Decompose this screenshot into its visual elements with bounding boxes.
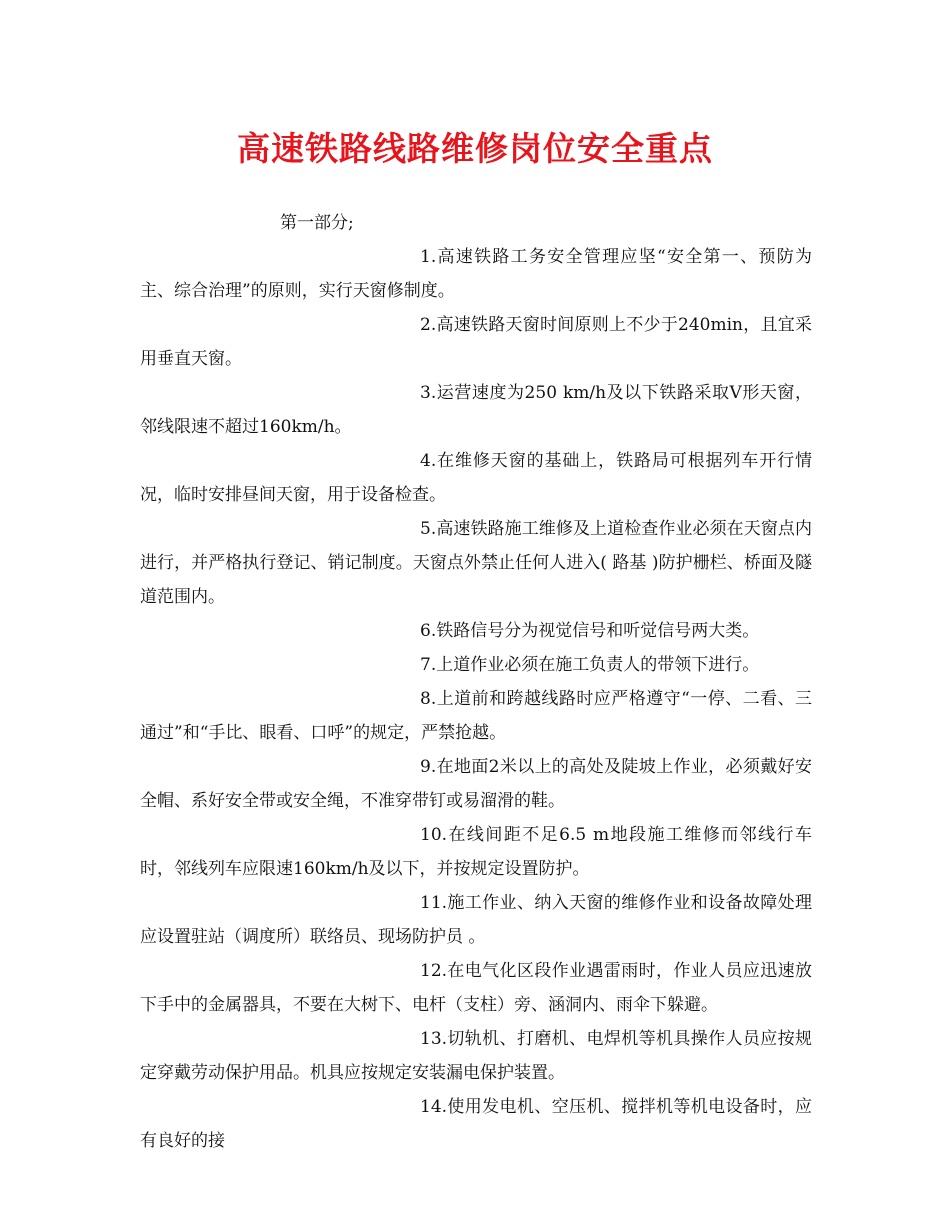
item-text: 施工作业、纳入天窗的维修作业和设备故障处理应设置驻站（调度所）联络员、现场防护员 。 bbox=[140, 893, 812, 947]
list-item bbox=[140, 614, 812, 648]
item-number: 11. bbox=[420, 893, 448, 913]
item-number: 4. bbox=[420, 451, 437, 471]
item-number: 2. bbox=[420, 315, 437, 335]
item-text: 在线间距不足6.5 m地段施工维修而邻线行车时，邻线列车应限速160km/h及以下，并按规定设置防护。 bbox=[140, 825, 812, 879]
list-item bbox=[140, 240, 812, 308]
item-text: 高速铁路施工维修及上道检查作业必须在天窗点内进行，并严格执行登记、销记制度。天窗点外禁止任何人进入( 路基 )防护栅栏、桥面及隧道范围内。 bbox=[140, 519, 812, 607]
item-text: 高速铁路工务安全管理应坚“安全第一、预防为主、综合治理”的原则，实行天窗修制度。 bbox=[140, 247, 812, 301]
list-item bbox=[140, 648, 812, 682]
list-item bbox=[140, 886, 812, 954]
item-text: 在地面2米以上的高处及陡坡上作业，必须戴好安全帽、系好安全带或安全绳，不准穿带钉或易溜滑的鞋。 bbox=[140, 757, 812, 811]
list-item bbox=[140, 750, 812, 818]
item-text: 铁路信号分为视觉信号和听觉信号两大类。 bbox=[436, 621, 760, 641]
list-item bbox=[140, 818, 812, 886]
item-text: 高速铁路天窗时间原则上不少于240min，且宜采用垂直天窗。 bbox=[140, 315, 812, 369]
list-item bbox=[140, 1090, 812, 1158]
item-text: 使用发电机、空压机、搅拌机等机电设备时，应有良好的接 bbox=[140, 1097, 812, 1151]
item-number: 3. bbox=[420, 383, 437, 403]
document-title: 高速铁路线路维修岗位安全重点 bbox=[237, 129, 713, 168]
item-number: 8. bbox=[420, 689, 437, 709]
list-item bbox=[140, 444, 812, 512]
item-number: 9. bbox=[420, 757, 437, 777]
item-number: 1. bbox=[420, 247, 437, 267]
item-number: 14. bbox=[420, 1097, 448, 1117]
list-item bbox=[140, 512, 812, 614]
item-number: 7. bbox=[420, 655, 437, 675]
item-text: 运营速度为250 km/h及以下铁路采取V形天窗，邻线限速不超过160km/h。 bbox=[140, 383, 812, 437]
item-number: 10. bbox=[420, 825, 448, 845]
item-number: 5. bbox=[420, 519, 437, 539]
document-body bbox=[140, 206, 812, 1158]
item-number: 12. bbox=[420, 961, 448, 981]
list-item bbox=[140, 954, 812, 1022]
item-text: 上道前和跨越线路时应严格遵守“一停、二看、三通过”和“手比、眼看、口呼”的规定，严禁抢越。 bbox=[140, 689, 812, 743]
item-text: 在电气化区段作业遇雷雨时，作业人员应迅速放下手中的金属器具，不要在大树下、电杆（支柱）旁、涵洞内、雨伞下躲避。 bbox=[140, 961, 812, 1015]
section-heading: 第一部分; bbox=[280, 213, 354, 233]
list-item bbox=[140, 376, 812, 444]
item-number: 13. bbox=[420, 1029, 448, 1049]
item-text: 上道作业必须在施工负责人的带领下进行。 bbox=[436, 655, 760, 675]
list-item bbox=[140, 308, 812, 376]
list-item bbox=[140, 682, 812, 750]
item-text: 切轨机、打磨机、电焊机等机具操作人员应按规定穿戴劳动保护用品。机具应按规定安装漏电保护装置。 bbox=[140, 1029, 812, 1083]
item-number: 6. bbox=[420, 621, 437, 641]
item-text: 在维修天窗的基础上，铁路局可根据列车开行情况，临时安排昼间天窗，用于设备检查。 bbox=[140, 451, 812, 505]
list-item bbox=[140, 1022, 812, 1090]
